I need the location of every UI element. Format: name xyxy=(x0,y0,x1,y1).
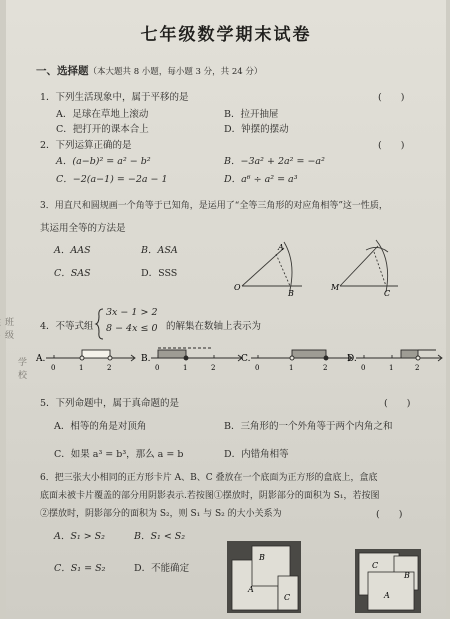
q3-option-c: C．SAS xyxy=(54,268,91,279)
numline-a-letter: A. xyxy=(36,354,46,364)
q2-option-b: B．−3a² + 2a² = −a² xyxy=(224,156,325,167)
q3-stem-continued: 其运用全等的方法是 xyxy=(40,223,126,234)
q5-option-a: A．相等的角是对顶角 xyxy=(54,421,147,432)
q4-stem-suffix: 的解集在数轴上表示为 xyxy=(166,321,262,332)
q4-stem-prefix: 4．不等式组 xyxy=(40,321,94,332)
tick-d-0: 0 xyxy=(361,364,366,372)
margin-school: 学校 xyxy=(16,356,26,383)
tick-a-0: 0 xyxy=(51,364,56,372)
exam-paper xyxy=(3,0,446,619)
q1-option-d: D．钟摆的摆动 xyxy=(224,124,289,135)
system-inequality-1: 3x − 1 > 2 xyxy=(106,307,158,318)
fig3-label-c: C xyxy=(384,289,391,298)
q6-stem-line2: 底面未被卡片覆盖的部分用阴影表示.若按图①摆放时，阴影部分的面积为 S₁，若按图 xyxy=(40,491,380,501)
q6-figure-2 xyxy=(354,548,424,614)
tick-a-2: 2 xyxy=(107,364,112,372)
fig6a-label-a: A xyxy=(248,585,254,594)
tick-d-1: 1 xyxy=(389,364,394,372)
q1-option-a: A．足球在草地上滚动 xyxy=(56,109,149,120)
tick-c-2: 2 xyxy=(323,364,328,372)
fig6b-label-c: C xyxy=(372,561,379,570)
q2-stem: 2．下列运算正确的是 xyxy=(40,140,132,151)
q6-option-d: D．不能确定 xyxy=(134,563,190,574)
q3-option-d: D．SSS xyxy=(141,268,178,279)
tick-b-1: 1 xyxy=(183,364,188,372)
system-brace xyxy=(95,307,105,341)
q4-number-lines xyxy=(36,342,446,376)
q3-construction-figure xyxy=(228,236,428,298)
q6-answer-paren[interactable]: ( ) xyxy=(376,509,403,520)
q2-option-d: D．a⁶ ÷ a² = a³ xyxy=(224,174,298,185)
q6-option-b: B．S₁ < S₂ xyxy=(134,531,186,542)
numline-d-letter: D. xyxy=(347,354,357,364)
system-inequality-2: 8 − 4x ≤ 0 xyxy=(106,323,158,334)
q6-stem-line3: ②摆放时，阴影部分的面积为 S₂，则 S₁ 与 S₂ 的大小关系为 xyxy=(40,509,282,519)
tick-b-2: 2 xyxy=(211,364,216,372)
fig3-label-a: A xyxy=(278,243,284,252)
q6-figure-1 xyxy=(226,540,304,614)
tick-c-1: 1 xyxy=(289,364,294,372)
tick-b-0: 0 xyxy=(155,364,160,372)
q6-option-a: A．S₁ > S₂ xyxy=(54,531,105,542)
q1-option-b: B．拉开抽屉 xyxy=(224,109,279,120)
q5-answer-paren[interactable]: ( ) xyxy=(384,398,411,409)
q1-option-c: C．把打开的课本合上 xyxy=(56,124,149,135)
fig3-label-m: M xyxy=(331,283,340,292)
q6-option-c: C．S₁ = S₂ xyxy=(54,563,106,574)
margin-class: 班级 xyxy=(3,316,13,343)
fig3-label-o: O xyxy=(234,283,241,292)
fig6b-label-a: A xyxy=(384,591,390,600)
margin-name xyxy=(0,40,2,619)
tick-d-2: 2 xyxy=(415,364,420,372)
q6-stem-line1: 6．把三张大小相同的正方形卡片 A、B、C 叠放在一个底面为正方形的盒底上，盒底 xyxy=(40,473,378,483)
q2-option-a: A．(a−b)² = a² − b² xyxy=(56,156,151,167)
q3-option-b: B．ASA xyxy=(141,245,178,256)
numline-b-letter: B. xyxy=(141,354,151,364)
q1-answer-paren[interactable]: ( ) xyxy=(378,92,405,103)
exam-title: 七年级数学期末试卷 xyxy=(140,25,312,45)
tick-a-1: 1 xyxy=(79,364,84,372)
section-heading xyxy=(36,63,262,78)
fig6a-label-c: C xyxy=(284,593,291,602)
q3-stem: 3．用直尺和圆规画一个角等于已知角，是运用了“全等三角形的对应角相等”这一性质， xyxy=(40,201,388,211)
side-margin xyxy=(3,0,28,619)
section-note: （本大题共 8 小题，每小题 3 分，共 24 分） xyxy=(88,67,263,77)
q5-stem: 5．下列命题中，属于真命题的是 xyxy=(40,398,180,409)
q1-stem: 1．下列生活现象中，属于平移的是 xyxy=(40,92,189,103)
fig6a-label-b: B xyxy=(259,553,265,562)
q2-answer-paren[interactable]: ( ) xyxy=(378,140,405,151)
section-label: 一、选择题 xyxy=(36,65,89,77)
q3-option-a: A．AAS xyxy=(54,245,91,256)
q5-option-d: D．内错角相等 xyxy=(224,449,289,460)
numline-c-letter: C. xyxy=(241,354,251,364)
q2-option-c: C．−2(a−1) = −2a − 1 xyxy=(56,174,168,185)
q5-option-c: C．如果 a³ = b³，那么 a = b xyxy=(54,449,184,460)
fig6b-label-b: B xyxy=(404,571,410,580)
q5-option-b: B．三角形的一个外角等于两个内角之和 xyxy=(224,421,393,432)
tick-c-0: 0 xyxy=(255,364,260,372)
fig3-label-b: B xyxy=(288,289,294,298)
